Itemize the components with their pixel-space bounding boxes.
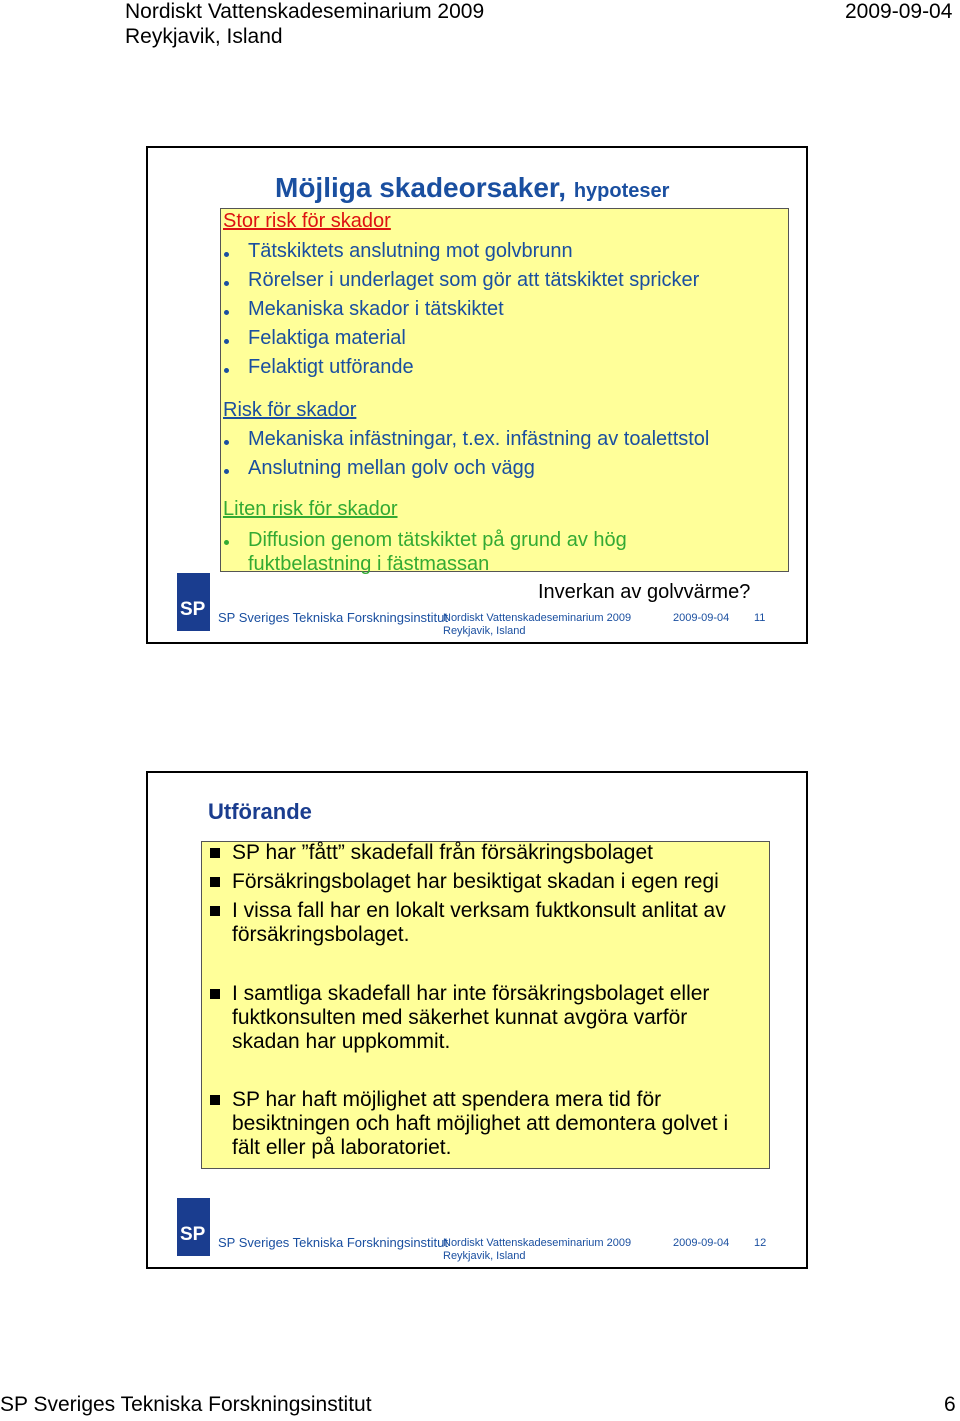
footer-event: Nordiskt Vattenskadeseminarium 2009 [443, 1237, 632, 1249]
list-item: Felaktigt utförande [248, 356, 414, 378]
footer-event: Nordiskt Vattenskadeseminarium 2009 [443, 612, 632, 624]
slide-title-main: Möjliga skadeorsaker, [275, 172, 567, 203]
list-item-line: fält eller på laboratoriet. [232, 1136, 452, 1159]
section-low-risk-heading: Liten risk för skador [223, 498, 398, 520]
bullet-dot [224, 469, 229, 474]
bullet-dot [224, 540, 229, 545]
list-item: Mekaniska infästningar, t.ex. infästning av toalettstol [248, 428, 710, 450]
bullet-dot [224, 339, 229, 344]
page-footer-org: SP Sveriges Tekniska Forskningsinstitut [0, 1393, 372, 1416]
list-item-line: SP har haft möjlighet att spendera mera tid för [232, 1088, 662, 1111]
footer-place: Reykjavik, Island [443, 1250, 526, 1262]
section-high-risk-heading: Stor risk för skador [223, 210, 391, 232]
list-item-line: Försäkringsbolaget har besiktigat skadan i egen regi [232, 870, 719, 893]
low-risk-item-line1: Diffusion genom tätskiktet på grund av hög [248, 529, 627, 551]
square-bullet-icon [210, 1095, 220, 1105]
slide-title: Utförande [208, 799, 312, 824]
list-item-line: skadan har uppkommit. [232, 1030, 451, 1053]
bullet-dot [224, 252, 229, 257]
list-item: Felaktiga material [248, 327, 406, 349]
sp-logo-letters: SP [180, 1224, 206, 1245]
footer-date: 2009-09-04 [673, 1237, 730, 1249]
bullet-dot [224, 310, 229, 315]
list-item: Rörelser i underlaget som gör att tätskiktet spricker [248, 269, 700, 291]
slide-title-sub: hypoteser [573, 180, 670, 202]
list-item-line: fuktkonsulten med säkerhet kunnat avgöra varför [232, 1006, 688, 1029]
footer-org: SP Sveriges Tekniska Forskningsinstitut [218, 610, 449, 625]
list-item-line: försäkringsbolaget. [232, 923, 410, 946]
square-bullet-icon [210, 906, 220, 916]
list-item: Anslutning mellan golv och vägg [248, 457, 535, 479]
list-item-line: SP har ”fått” skadefall från försäkringsbolaget [232, 841, 653, 864]
low-risk-item-line2: fuktbelastning i fästmassan [248, 553, 490, 575]
header-event: Nordiskt Vattenskadeseminarium 2009 [125, 0, 485, 23]
footer-org: SP Sveriges Tekniska Forskningsinstitut [218, 1235, 449, 1250]
footer-date: 2009-09-04 [673, 612, 730, 624]
section-risk-heading: Risk för skador [223, 399, 357, 421]
slide-title [275, 172, 669, 204]
header-place: Reykjavik, Island [125, 25, 283, 48]
footer-page-number: 12 [754, 1237, 767, 1249]
header-date: 2009-09-04 [845, 0, 953, 23]
square-bullet-icon [210, 848, 220, 858]
list-item-line: I vissa fall har en lokalt verksam fuktkonsult anlitat av [232, 899, 726, 922]
floor-heating-note: Inverkan av golvvärme? [538, 581, 751, 603]
list-item-line: I samtliga skadefall har inte försäkringsbolaget eller [232, 982, 710, 1005]
bullet-dot [224, 281, 229, 286]
list-item: Mekaniska skador i tätskiktet [248, 298, 504, 320]
bullet-dot [224, 368, 229, 373]
sp-logo [177, 573, 211, 631]
footer-place: Reykjavik, Island [443, 625, 526, 637]
footer-page-number: 11 [754, 612, 766, 624]
list-item: Tätskiktets anslutning mot golvbrunn [248, 240, 573, 262]
sp-logo-letters: SP [180, 599, 206, 620]
square-bullet-icon [210, 877, 220, 887]
sp-logo [177, 1198, 211, 1256]
page-footer-number: 6 [944, 1393, 956, 1416]
bullet-dot [224, 440, 229, 445]
list-item-line: besiktningen och haft möjlighet att demontera golvet i [232, 1112, 729, 1135]
square-bullet-icon [210, 989, 220, 999]
slide-12 [146, 771, 808, 1269]
slide-11 [146, 146, 808, 644]
